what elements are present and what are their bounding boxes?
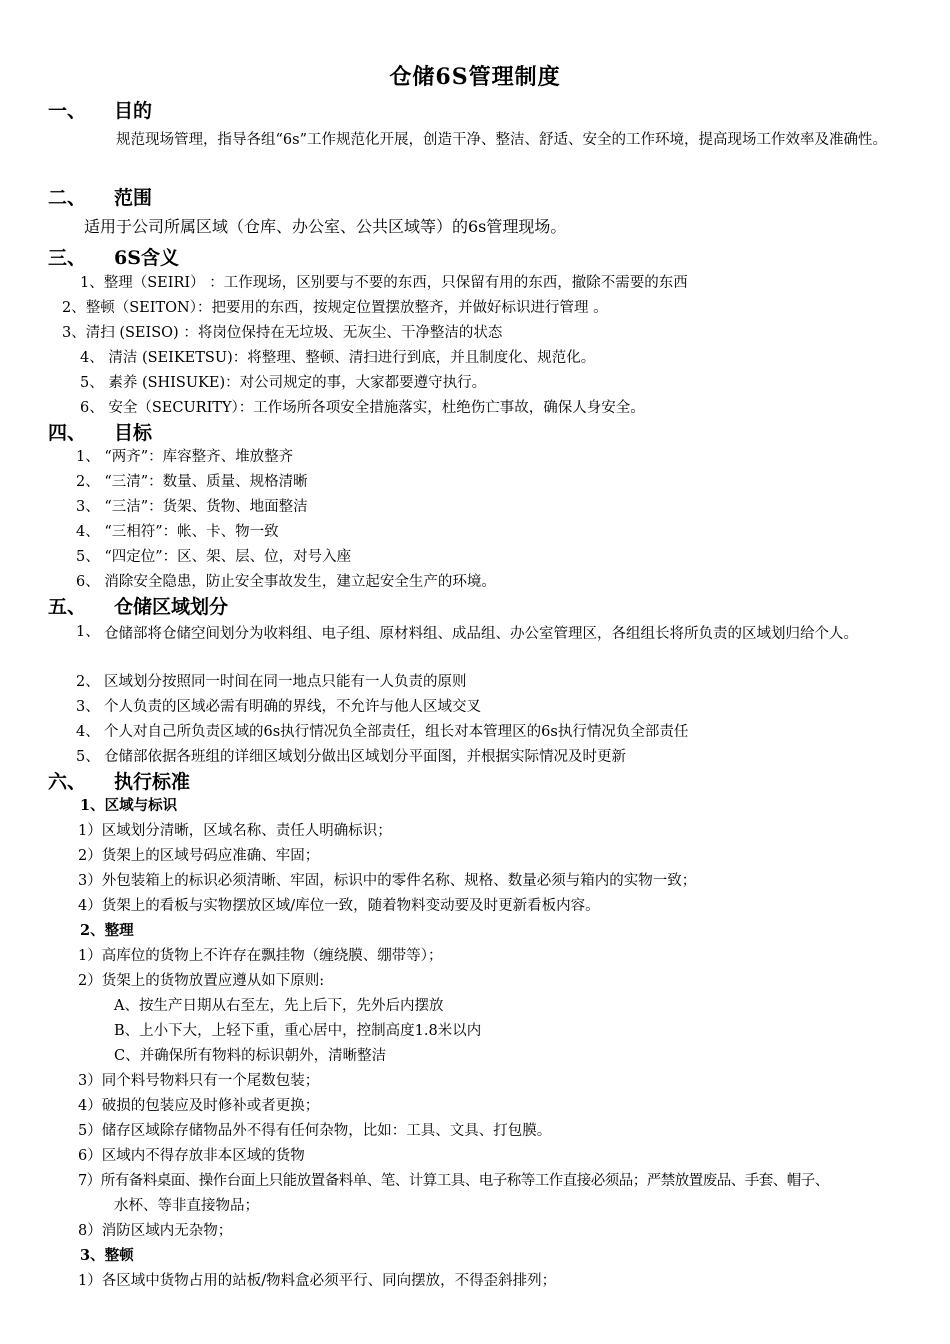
list-item: 3、 “三洁”：货架、货物、地面整洁 [76, 499, 308, 515]
list-item: 1、 “两齐”：库容整齐、堆放整齐 [76, 449, 294, 465]
list-item: B、上小下大，上轻下重，重心居中，控制高度1.8米以内 [114, 1023, 482, 1039]
section-number: 五、 [48, 596, 87, 618]
list-item: 6）区域内不得存放非本区域的货物 [78, 1148, 305, 1164]
section-title: 6S含义 [114, 247, 179, 269]
section-heading-scope [48, 185, 152, 211]
list-item: 2）货架上的货物放置应遵从如下原则: [78, 973, 325, 989]
list-item: 4、 清洁 (SEIKETSU)：将整理、整顿、清扫进行到底，并且制度化、规范化。 [80, 350, 596, 366]
scope-paragraph: 适用于公司所属区域（仓库、办公室、公共区域等）的6s管理现场。 [84, 217, 567, 236]
list-item: 4）货架上的看板与实物摆放区域/库位一致，随着物料变动要及时更新看板内容。 [78, 898, 600, 914]
list-item: A、按生产日期从右至左，先上后下，先外后内摆放 [114, 998, 444, 1014]
list-item: 1）区域划分清晰，区域名称、责任人明确标识； [78, 823, 392, 839]
list-item: C、并确保所有物料的标识朝外，清晰整洁 [114, 1048, 387, 1064]
section-heading-standards [48, 769, 190, 795]
list-item: 7）所有备料桌面、操作台面上只能放置备料单、笔、计算工具、电子称等工作直接必须品；严禁放置废品、手套、帽子、 [78, 1173, 829, 1189]
list-item: 2、整顿（SEITON）：把要用的东西，按规定位置摆放整齐，并做好标识进行管理 。 [62, 300, 608, 316]
list-item-continuation: 水杯、等非直接物品； [114, 1198, 259, 1214]
section-title: 范围 [114, 187, 153, 209]
section-heading-zoning [48, 594, 228, 620]
list-item: 4、 “三相符”：帐、卡、物一致 [76, 524, 279, 540]
list-item: 3）同个料号物料只有一个尾数包装； [78, 1073, 320, 1089]
list-item: 1）各区域中货物占用的站板/物料盒必须平行、同向摆放，不得歪斜排列； [78, 1273, 557, 1289]
subsection-title: 3、整顿 [80, 1247, 134, 1264]
list-item: 1、整理（SEIRI） ：工作现场，区别要与不要的东西，只保留有用的东西，撤除不需要的东西 [80, 275, 688, 291]
subsection-title: 2、整理 [80, 922, 134, 939]
list-item: 4）破损的包装应及时修补或者更换； [78, 1098, 320, 1114]
list-item: 仓储部将仓储空间划分为收料组、电子组、原材料组、成品组、办公室管理区，各组组长将所负责的区域划归给个人。 [104, 626, 858, 642]
section-heading-6s-meaning [48, 245, 179, 271]
section-heading-purpose [48, 98, 152, 124]
section-title: 执行标准 [114, 771, 191, 793]
list-item-number: 5、 [76, 749, 100, 765]
list-item: 个人对自己所负责区域的6s执行情况负全部责任，组长对本管理区的6s执行情况负全部责任 [104, 724, 689, 740]
section-title: 目的 [114, 100, 153, 122]
list-item: 8）消防区域内无杂物； [78, 1223, 233, 1239]
list-item: 5、 素养 (SHISUKE)：对公司规定的事，大家都要遵守执行。 [80, 375, 487, 391]
list-item: 6、 安全（SECURITY）：工作场所各项安全措施落实，杜绝伤亡事故，确保人身安全。 [80, 400, 645, 416]
list-item-number: 3、 [76, 699, 100, 715]
section-title: 仓储区域划分 [114, 596, 229, 618]
list-item: 仓储部依据各班组的详细区域划分做出区域划分平面图，并根据实际情况及时更新 [104, 749, 626, 765]
section-heading-goals [48, 420, 152, 446]
list-item: 5、 “四定位”：区、架、层、位，对号入座 [76, 549, 352, 565]
list-item: 6、 消除安全隐患，防止安全事故发生，建立起安全生产的环境。 [76, 574, 496, 590]
purpose-paragraph: 规范现场管理，指导各组“6s”工作规范化开展，创造干净、整洁、舒适、安全的工作环境，提高现场工作效率及准确性。 [116, 132, 887, 148]
list-item: 区域划分按照同一时间在同一地点只能有一人负责的原则 [104, 674, 467, 690]
list-item: 5）储存区域除存储物品外不得有任何杂物，比如：工具、文具、打包膜。 [78, 1123, 552, 1139]
list-item: 2、 “三清”：数量、质量、规格清晰 [76, 474, 308, 490]
document-title: 仓储6S管理制度 [389, 64, 561, 90]
section-number: 一、 [48, 100, 87, 122]
section-number: 六、 [48, 771, 87, 793]
section-title: 目标 [114, 422, 153, 444]
subsection-title: 1、区域与标识 [80, 797, 178, 814]
list-item-number: 4、 [76, 724, 100, 740]
list-item: 3）外包装箱上的标识必须清晰、牢固，标识中的零件名称、规格、数量必须与箱内的实物一致； [78, 873, 697, 889]
list-item: 2）货架上的区域号码应准确、牢固； [78, 848, 320, 864]
list-item: 3、清扫 (SEISO) ：将岗位保持在无垃圾、无灰尘、干净整洁的状态 [62, 325, 503, 341]
section-number: 四、 [48, 422, 87, 444]
section-number: 三、 [48, 247, 87, 269]
list-item: 个人负责的区域必需有明确的界线，不允许与他人区域交叉 [104, 699, 481, 715]
list-item: 1）高库位的货物上不许存在飘挂物（缠绕膜、绷带等）； [78, 948, 443, 964]
list-item-number: 1、 [76, 624, 100, 640]
list-item-number: 2、 [76, 674, 100, 690]
section-number: 二、 [48, 187, 87, 209]
